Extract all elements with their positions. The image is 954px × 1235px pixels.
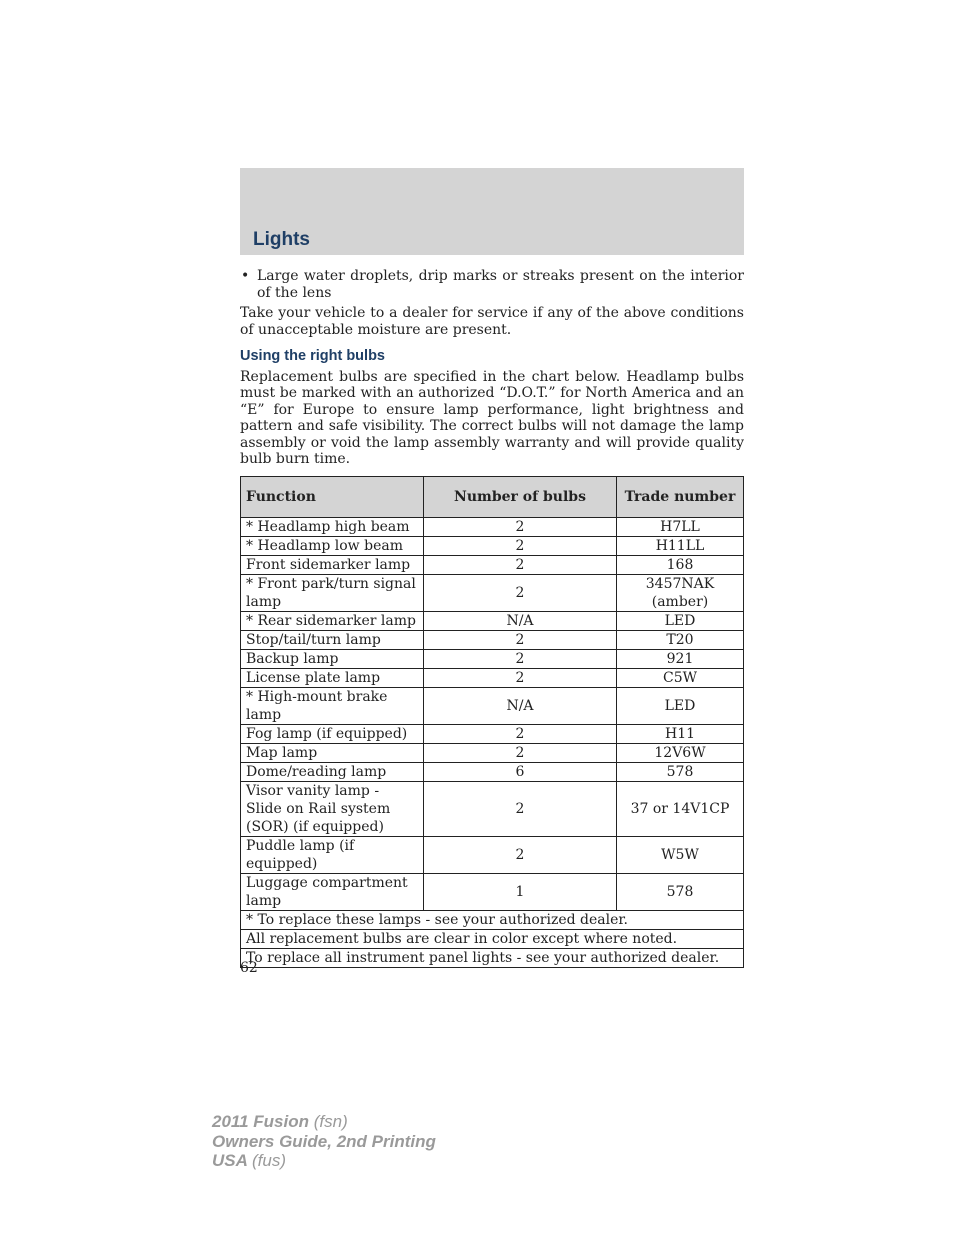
- cell-trade: LED: [617, 687, 744, 724]
- column-header-trade: Trade number: [617, 476, 744, 517]
- cell-function: License plate lamp: [241, 668, 424, 687]
- cell-function: * High-mount brake lamp: [241, 687, 424, 724]
- cell-function: * Headlamp low beam: [241, 536, 424, 555]
- cell-function: Puddle lamp (if equipped): [241, 836, 424, 873]
- cell-number: 2: [424, 574, 617, 611]
- cell-trade: 37 or 14V1CP: [617, 781, 744, 836]
- cell-number: 2: [424, 536, 617, 555]
- table-row: [241, 630, 744, 649]
- column-header-number: Number of bulbs: [424, 476, 617, 517]
- paragraph-moisture: Take your vehicle to a dealer for service if any of the above conditions of unacceptable moisture are present.: [240, 305, 744, 338]
- footer-line-2: Owners Guide, 2nd Printing: [212, 1131, 436, 1151]
- table-row: [241, 536, 744, 555]
- cell-trade: H11: [617, 724, 744, 743]
- table-row: [241, 781, 744, 836]
- cell-number: 2: [424, 743, 617, 762]
- page-content: [240, 268, 744, 968]
- cell-function: Map lamp: [241, 743, 424, 762]
- cell-number: N/A: [424, 687, 617, 724]
- table-note-row: [241, 910, 744, 929]
- table-row: [241, 555, 744, 574]
- table-note-row: [241, 948, 744, 967]
- cell-function: Luggage compartment lamp: [241, 873, 424, 910]
- table-row: [241, 611, 744, 630]
- section-title: Lights: [253, 229, 310, 250]
- cell-number: 1: [424, 873, 617, 910]
- table-row: [241, 873, 744, 910]
- cell-number: 2: [424, 555, 617, 574]
- bullet-item: [240, 268, 744, 301]
- table-row: [241, 687, 744, 724]
- footer-line-1: 2011 Fusion (fsn): [212, 1112, 348, 1131]
- cell-number: 2: [424, 836, 617, 873]
- table-row: [241, 762, 744, 781]
- paragraph-bulbs: Replacement bulbs are specified in the chart below. Headlamp bulbs must be marked with an authorized “D.O.T.” for North America and an “E” for Europe to ensure lamp performance, light brightness and pattern and safe visibility. The correct bulbs will not damage the lamp assembly or void the lamp assembly warranty and will provide quality bulb burn time.: [240, 368, 744, 467]
- cell-number: 2: [424, 781, 617, 836]
- bulb-table: [240, 476, 744, 968]
- cell-trade: T20: [617, 630, 744, 649]
- cell-number: 2: [424, 724, 617, 743]
- table-row: [241, 517, 744, 536]
- section-header: [240, 168, 744, 255]
- cell-trade: H11LL: [617, 536, 744, 555]
- table-row: [241, 724, 744, 743]
- table-note: All replacement bulbs are clear in color except where noted.: [241, 929, 744, 948]
- cell-function: * Front park/turn signal lamp: [241, 574, 424, 611]
- cell-trade: 3457NAK (amber): [617, 574, 744, 611]
- cell-trade: H7LL: [617, 517, 744, 536]
- cell-trade: 578: [617, 762, 744, 781]
- cell-function: Fog lamp (if equipped): [241, 724, 424, 743]
- cell-trade: 12V6W: [617, 743, 744, 762]
- cell-number: 2: [424, 649, 617, 668]
- footer: [212, 1112, 436, 1171]
- cell-trade: W5W: [617, 836, 744, 873]
- page-number: 62: [240, 960, 258, 976]
- cell-number: 2: [424, 668, 617, 687]
- cell-function: Front sidemarker lamp: [241, 555, 424, 574]
- table-row: [241, 574, 744, 611]
- cell-function: Visor vanity lamp - Slide on Rail system (SOR) (if equipped): [241, 781, 424, 836]
- cell-function: Stop/tail/turn lamp: [241, 630, 424, 649]
- cell-number: 2: [424, 517, 617, 536]
- cell-trade: 921: [617, 649, 744, 668]
- table-note-row: [241, 929, 744, 948]
- table-row: [241, 743, 744, 762]
- cell-trade: C5W: [617, 668, 744, 687]
- table-row: [241, 649, 744, 668]
- bullet-icon: •: [241, 268, 250, 284]
- column-header-function: Function: [241, 476, 424, 517]
- table-header-row: [241, 476, 744, 517]
- table-row: [241, 836, 744, 873]
- subsection-heading: Using the right bulbs: [240, 348, 385, 364]
- cell-function: * Headlamp high beam: [241, 517, 424, 536]
- bullet-text: Large water droplets, drip marks or streaks present on the interior of the lens: [257, 268, 744, 301]
- cell-number: 6: [424, 762, 617, 781]
- table-row: [241, 668, 744, 687]
- cell-trade: 578: [617, 873, 744, 910]
- cell-trade: LED: [617, 611, 744, 630]
- table-note: * To replace these lamps - see your authorized dealer.: [241, 910, 744, 929]
- cell-number: N/A: [424, 611, 617, 630]
- cell-function: * Rear sidemarker lamp: [241, 611, 424, 630]
- cell-number: 2: [424, 630, 617, 649]
- cell-trade: 168: [617, 555, 744, 574]
- table-note: To replace all instrument panel lights - see your authorized dealer.: [241, 948, 744, 967]
- cell-function: Dome/reading lamp: [241, 762, 424, 781]
- footer-line-3: USA (fus): [212, 1151, 286, 1170]
- cell-function: Backup lamp: [241, 649, 424, 668]
